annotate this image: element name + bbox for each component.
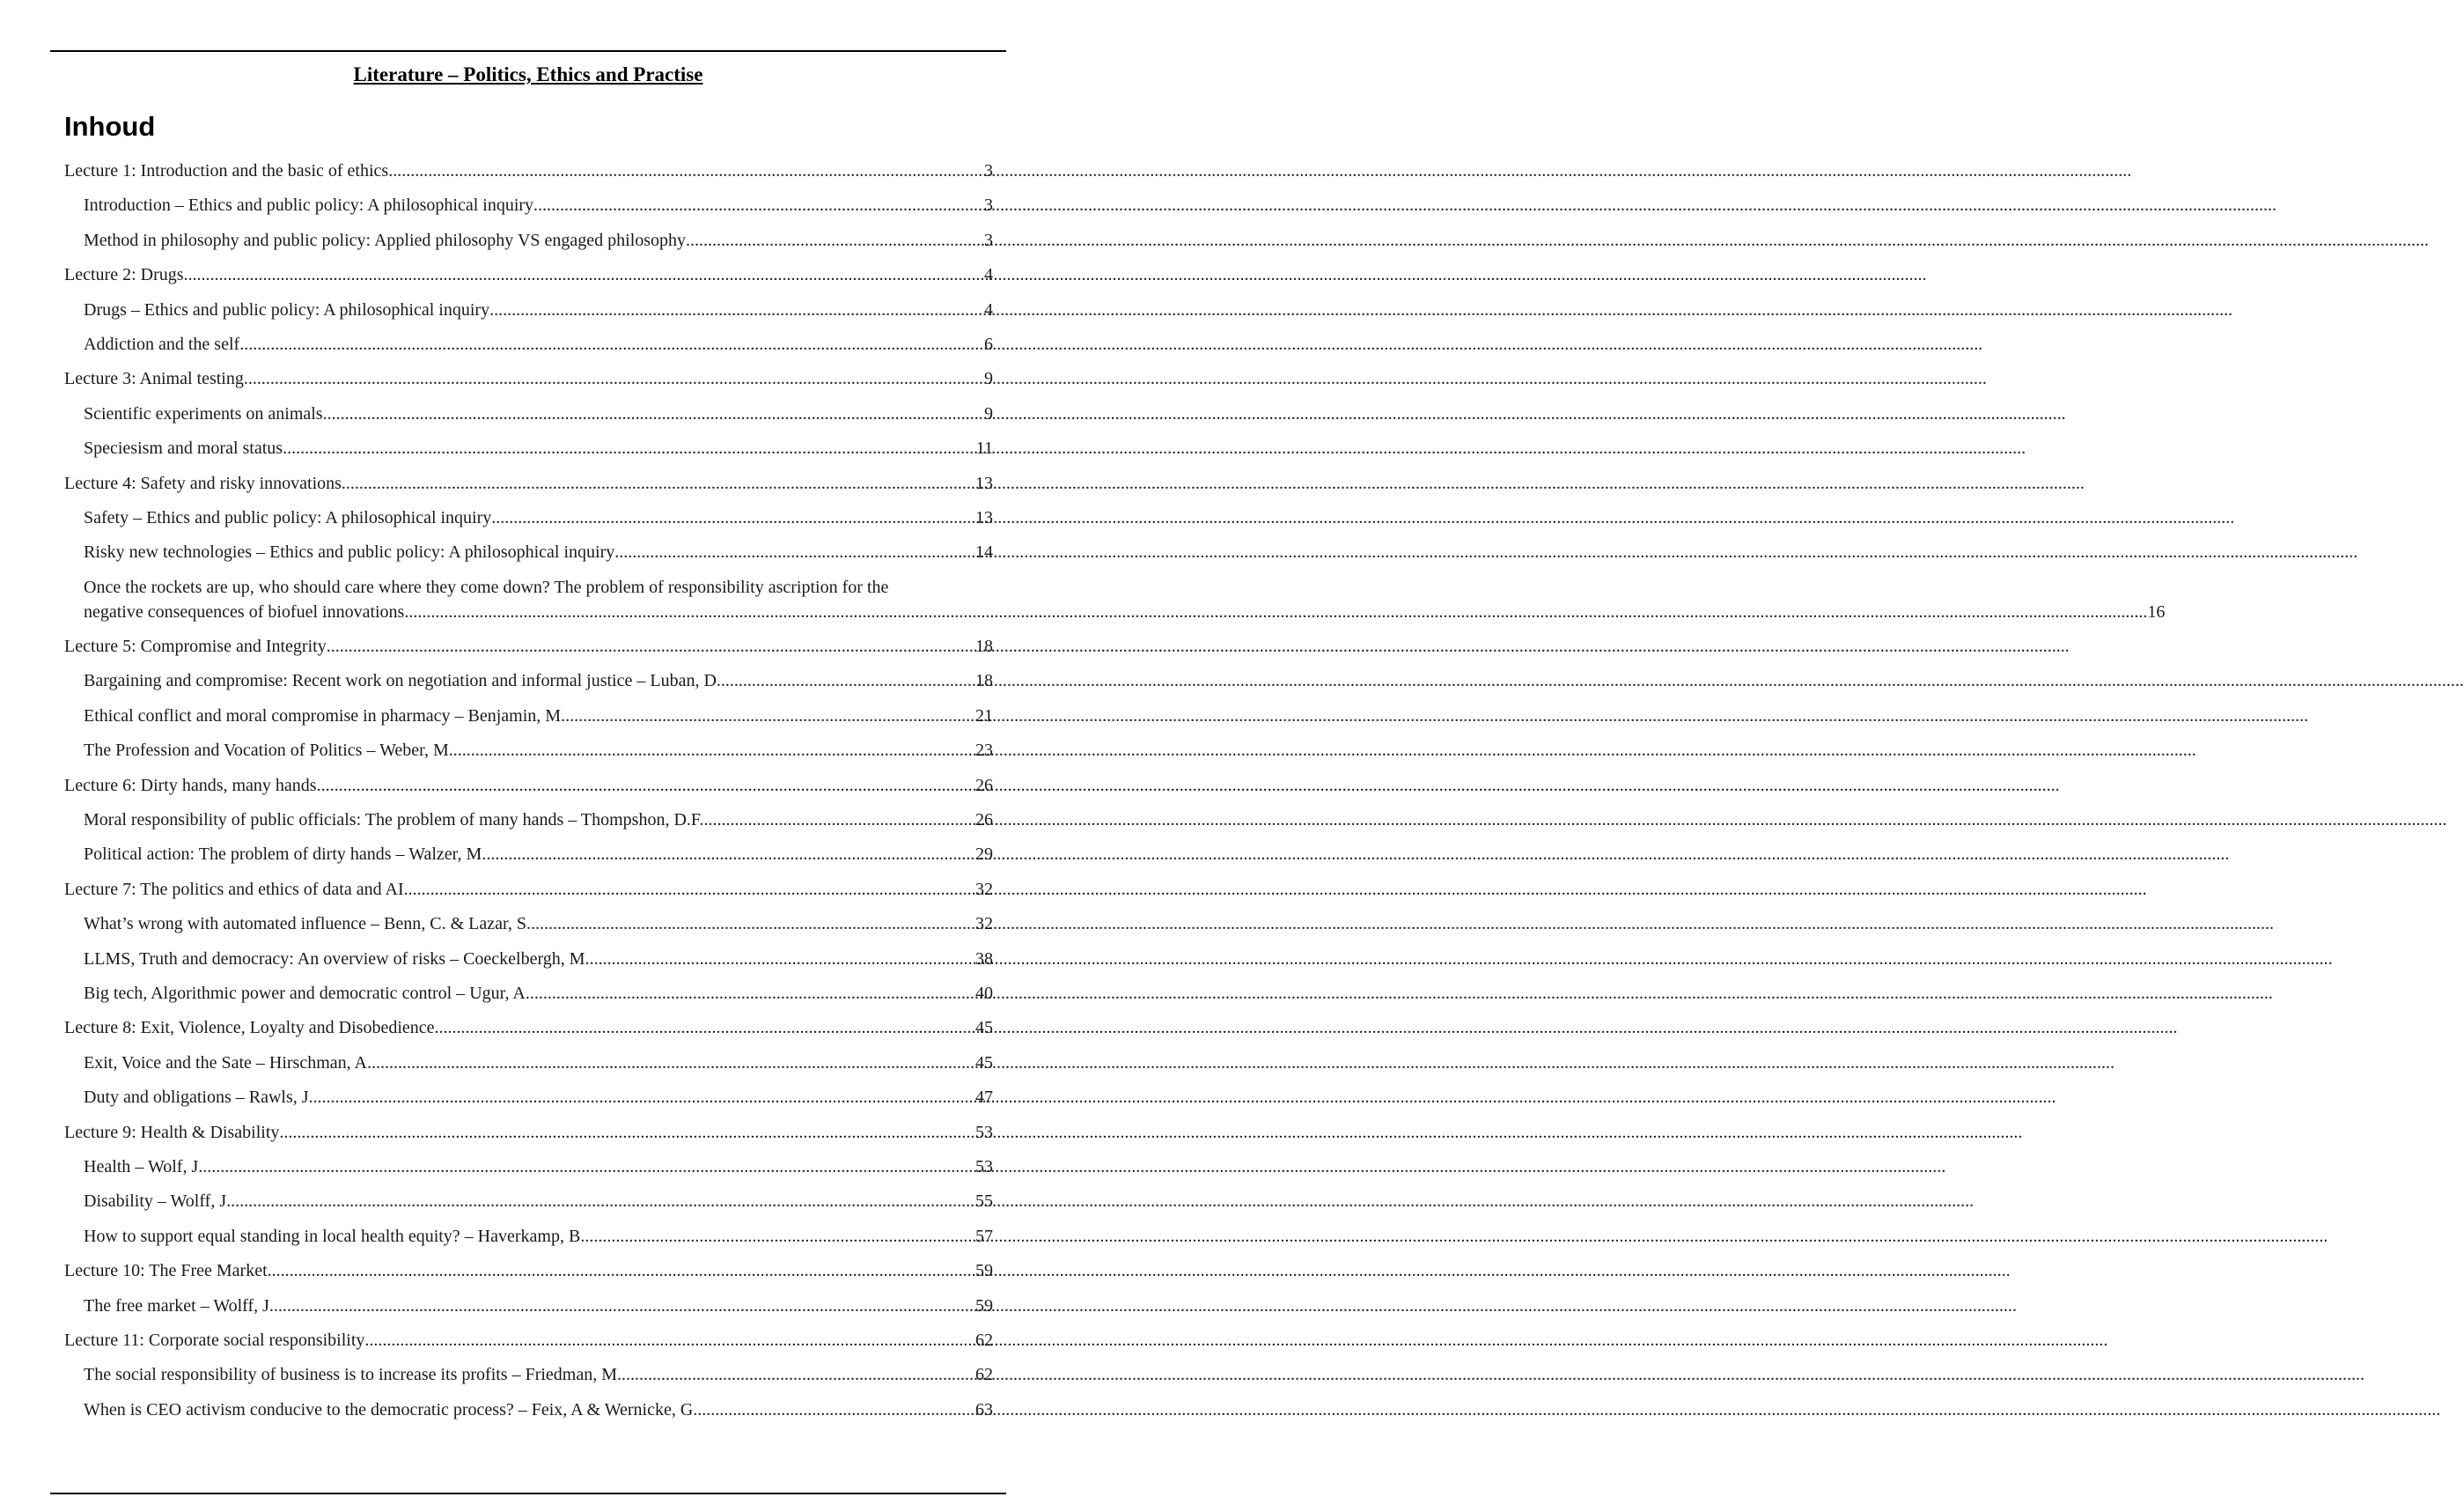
toc-page-number: 16 bbox=[2147, 601, 2166, 622]
toc-entry-reading[interactable] bbox=[64, 1154, 993, 1179]
toc-entry-label: Health – Wolf, J. bbox=[84, 1156, 203, 1176]
toc-entry-label: The social responsibility of business is to increase its profits – Friedman, M. bbox=[84, 1365, 622, 1385]
dot-leader bbox=[489, 298, 984, 322]
toc-entry-reading[interactable] bbox=[64, 738, 993, 763]
toc-page-number: 18 bbox=[975, 637, 993, 657]
toc-page-number: 18 bbox=[975, 671, 993, 691]
dot-leader bbox=[565, 704, 975, 728]
dot-leader bbox=[323, 402, 984, 426]
toc-entry-label: Disability – Wolff, J. bbox=[84, 1191, 232, 1212]
toc-page-number: 38 bbox=[975, 948, 993, 969]
toc-page-number: 21 bbox=[975, 705, 993, 726]
toc-page-number: 13 bbox=[975, 507, 993, 527]
toc-entry-lecture[interactable] bbox=[64, 471, 993, 496]
toc-entry-label: Risky new technologies – Ethics and public policy: A philosophical inquiry bbox=[84, 542, 615, 563]
dot-leader bbox=[244, 366, 984, 391]
toc-entry-label: Lecture 9: Health & Disability bbox=[64, 1122, 280, 1142]
toc-entry-lecture[interactable] bbox=[64, 366, 993, 391]
toc-entry-label: Speciesism and moral status bbox=[84, 439, 283, 459]
toc-entry-reading[interactable] bbox=[64, 540, 993, 564]
toc-entry-label: How to support equal standing in local health equity? – Haverkamp, B. bbox=[84, 1226, 585, 1246]
dot-leader bbox=[239, 332, 984, 357]
toc-page-number: 11 bbox=[975, 439, 993, 459]
dot-leader bbox=[371, 1051, 975, 1075]
toc-entry-label: Lecture 2: Drugs bbox=[64, 265, 184, 285]
toc-entry-label: Drugs – Ethics and public policy: A philosophical inquiry bbox=[84, 299, 490, 320]
dot-leader bbox=[703, 807, 975, 832]
toc-entry-lecture[interactable] bbox=[64, 773, 993, 798]
toc-entry-reading[interactable] bbox=[64, 1397, 993, 1422]
toc-entry-label: LLMS, Truth and democracy: An overview of risks – Coeckelbergh, M. bbox=[84, 948, 590, 969]
dot-leader bbox=[364, 1328, 975, 1353]
toc-entry-reading[interactable] bbox=[64, 1085, 993, 1110]
toc-entry-reading[interactable] bbox=[64, 668, 993, 693]
toc-page-number: 4 bbox=[984, 299, 993, 320]
toc-page-number: 40 bbox=[975, 983, 993, 1003]
toc-page-number: 63 bbox=[975, 1399, 993, 1420]
toc-entry-reading[interactable] bbox=[64, 1362, 993, 1387]
toc-page-number: 23 bbox=[975, 741, 993, 761]
toc-entry-label: Duty and obligations – Rawls, J. bbox=[84, 1088, 313, 1108]
toc-entry-reading[interactable] bbox=[64, 981, 993, 1006]
toc-page-number: 4 bbox=[984, 265, 993, 285]
dot-leader bbox=[231, 1189, 975, 1213]
dot-leader bbox=[614, 540, 975, 564]
toc-entry-reading[interactable] bbox=[64, 193, 993, 218]
toc-entry-label: Method in philosophy and public policy: Applied philosophy VS engaged philosophy bbox=[84, 230, 687, 250]
toc-page-number: 57 bbox=[975, 1226, 993, 1246]
toc-page-number: 29 bbox=[975, 844, 993, 865]
toc-entry-label: Bargaining and compromise: Recent work on negotiation and informal justice – Luban, D. bbox=[84, 671, 721, 691]
toc-entry-label: Lecture 3: Animal testing bbox=[64, 369, 244, 389]
toc-entry-reading[interactable] bbox=[64, 807, 993, 832]
toc-entry-lecture[interactable] bbox=[64, 1258, 993, 1283]
toc-entry-label: Scientific experiments on animals bbox=[84, 403, 323, 424]
toc-entry-reading[interactable] bbox=[64, 436, 993, 461]
toc-page-number: 32 bbox=[975, 914, 993, 934]
toc-entry-label: Political action: The problem of dirty hands – Walzer, M. bbox=[84, 844, 487, 865]
dot-leader bbox=[453, 738, 975, 763]
toc-entry-reading[interactable] bbox=[64, 332, 993, 357]
toc-entry-reading[interactable] bbox=[64, 228, 993, 253]
dot-leader bbox=[486, 842, 975, 866]
toc-page-number: 32 bbox=[975, 879, 993, 899]
toc-page-number: 3 bbox=[984, 230, 993, 250]
dot-leader bbox=[317, 773, 975, 798]
toc-entry-reading[interactable] bbox=[64, 575, 2166, 624]
dot-leader bbox=[530, 981, 975, 1006]
toc-entry-label: Lecture 10: The Free Market bbox=[64, 1261, 268, 1281]
dot-leader bbox=[313, 1085, 975, 1110]
toc-entry-label: Lecture 6: Dirty hands, many hands bbox=[64, 775, 317, 795]
toc-entry-label: Lecture 7: The politics and ethics of data and AI bbox=[64, 879, 404, 899]
toc-entry-label: Lecture 8: Exit, Violence, Loyalty and Disobedience bbox=[64, 1018, 435, 1038]
toc-entry-lecture[interactable] bbox=[64, 877, 993, 902]
toc-entry-reading[interactable] bbox=[64, 1051, 993, 1075]
dot-leader bbox=[721, 668, 975, 693]
toc-entry-lecture[interactable] bbox=[64, 1015, 993, 1040]
dot-leader bbox=[274, 1294, 975, 1318]
toc-entry-reading[interactable] bbox=[64, 505, 993, 530]
dot-leader bbox=[585, 1224, 975, 1249]
toc-heading: Inhoud bbox=[64, 111, 156, 142]
toc-entry-label: Ethical conflict and moral compromise in pharmacy – Benjamin, M. bbox=[84, 705, 566, 726]
toc-entry-label: Moral responsibility of public officials: The problem of many hands – Thompshon, D.F. bbox=[84, 810, 704, 830]
toc-page-number: 26 bbox=[975, 810, 993, 830]
toc-entry-reading[interactable] bbox=[64, 1189, 993, 1213]
toc-page-number: 47 bbox=[975, 1088, 993, 1108]
toc-page-number: 13 bbox=[975, 473, 993, 493]
toc-entry-lecture[interactable] bbox=[64, 159, 993, 183]
toc-entry-label: Introduction – Ethics and public policy: A philosophical inquiry bbox=[84, 195, 534, 216]
dot-leader bbox=[184, 262, 984, 287]
dot-leader bbox=[283, 436, 976, 461]
toc-entry-lecture[interactable] bbox=[64, 634, 993, 659]
toc-entry-lecture[interactable] bbox=[64, 262, 993, 287]
toc-entry-reading[interactable] bbox=[64, 911, 993, 936]
toc-page-number: 45 bbox=[975, 1018, 993, 1038]
toc-entry-label: Lecture 4: Safety and risky innovations bbox=[64, 473, 342, 493]
toc-entry-reading[interactable] bbox=[64, 1294, 993, 1318]
dot-leader bbox=[404, 600, 2147, 624]
toc-page-number: 55 bbox=[975, 1191, 993, 1212]
dot-leader bbox=[388, 159, 984, 183]
toc-page-number: 9 bbox=[984, 403, 993, 424]
toc-entry-label: Lecture 5: Compromise and Integrity bbox=[64, 637, 327, 657]
toc-entry-label: Exit, Voice and the Sate – Hirschman, A. bbox=[84, 1052, 371, 1073]
footer-rule bbox=[50, 1493, 1006, 1494]
toc-page-number: 62 bbox=[975, 1330, 993, 1350]
toc-entry-lecture[interactable] bbox=[64, 1328, 993, 1353]
dot-leader bbox=[342, 471, 975, 496]
dot-leader bbox=[697, 1397, 975, 1422]
toc-entry-label: The Profession and Vocation of Politics – Weber, M. bbox=[84, 741, 453, 761]
dot-leader bbox=[202, 1154, 975, 1179]
toc-entry-reading[interactable] bbox=[64, 947, 993, 971]
toc-entry-label: Once the rockets are up, who should care where they come down? The problem of responsibility ascription for the bbox=[84, 577, 889, 597]
toc-entry-label: Addiction and the self bbox=[84, 334, 240, 354]
dot-leader bbox=[435, 1015, 975, 1040]
toc-entry-label: negative consequences of biofuel innovations bbox=[84, 601, 405, 622]
table-of-contents bbox=[64, 159, 2166, 1432]
toc-entry-label: When is CEO activism conducive to the democratic process? – Feix, A & Wernicke, G. bbox=[84, 1399, 698, 1420]
dot-leader bbox=[404, 877, 975, 902]
dot-leader bbox=[533, 193, 984, 218]
toc-page-number: 26 bbox=[975, 775, 993, 795]
toc-entry-reading[interactable] bbox=[64, 1224, 993, 1249]
toc-page-number: 3 bbox=[984, 195, 993, 216]
toc-page-number: 3 bbox=[984, 161, 993, 181]
dot-leader bbox=[622, 1362, 975, 1387]
document-title: Literature – Politics, Ethics and Practise bbox=[353, 63, 703, 85]
toc-entry-label: The free market – Wolff, J. bbox=[84, 1295, 274, 1316]
toc-entry-reading[interactable] bbox=[64, 298, 993, 322]
toc-page-number: 62 bbox=[975, 1365, 993, 1385]
dot-leader bbox=[531, 911, 975, 936]
toc-entry-lecture[interactable] bbox=[64, 1120, 993, 1145]
toc-entry-label: Big tech, Algorithmic power and democratic control – Ugur, A. bbox=[84, 983, 530, 1003]
toc-entry-reading[interactable] bbox=[64, 842, 993, 866]
toc-page-number: 53 bbox=[975, 1156, 993, 1176]
toc-entry-reading[interactable] bbox=[64, 704, 993, 728]
toc-page-number: 53 bbox=[975, 1122, 993, 1142]
toc-page-number: 6 bbox=[984, 334, 993, 354]
dot-leader bbox=[279, 1120, 975, 1145]
toc-entry-label: Lecture 11: Corporate social responsibility bbox=[64, 1330, 365, 1350]
toc-entry-reading[interactable] bbox=[64, 402, 993, 426]
toc-page-number: 45 bbox=[975, 1052, 993, 1073]
dot-leader bbox=[327, 634, 975, 659]
toc-page-number: 14 bbox=[975, 542, 993, 563]
toc-page-number: 59 bbox=[975, 1295, 993, 1316]
toc-page-number: 59 bbox=[975, 1261, 993, 1281]
dot-leader bbox=[686, 228, 984, 253]
dot-leader bbox=[268, 1258, 975, 1283]
toc-entry-label: Lecture 1: Introduction and the basic of ethics bbox=[64, 161, 389, 181]
header-rule bbox=[50, 50, 1006, 52]
dot-leader bbox=[491, 505, 975, 530]
toc-page-number: 9 bbox=[984, 369, 993, 389]
dot-leader bbox=[590, 947, 975, 971]
toc-entry-label: What’s wrong with automated influence – Benn, C. & Lazar, S. bbox=[84, 914, 531, 934]
toc-entry-label: Safety – Ethics and public policy: A philosophical inquiry bbox=[84, 507, 492, 527]
